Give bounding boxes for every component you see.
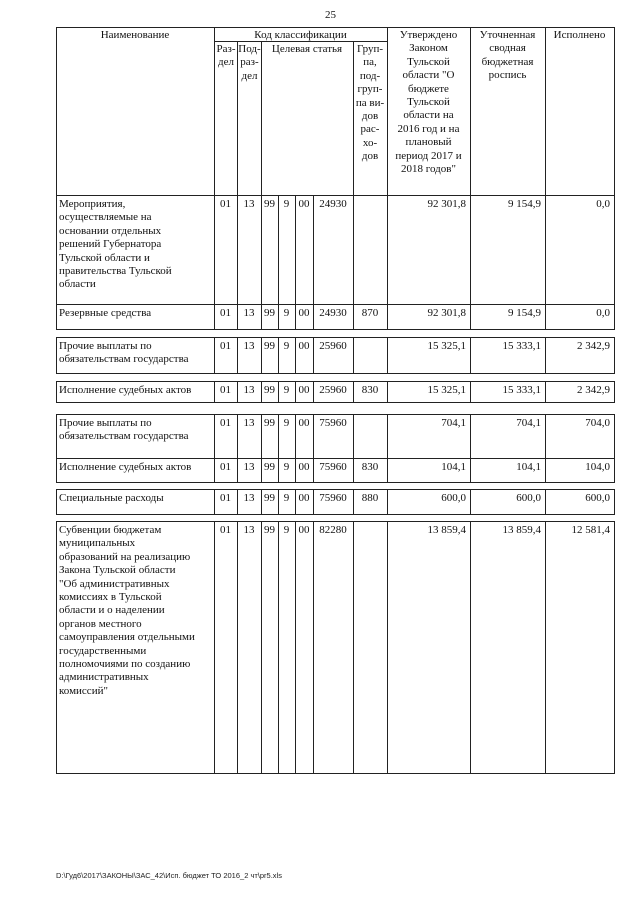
- row-t1: 99: [264, 492, 275, 504]
- row-col-line: [295, 521, 296, 773]
- header-refined: Уточненная сводная бюджетная роспись: [479, 29, 536, 82]
- row-col-line: [614, 489, 615, 514]
- row-bottom-line: [56, 329, 615, 330]
- row-name: Мероприятия, осуществляемые на основании отдельных решений Губернатора Тульской области и правительства Тульской области: [59, 198, 172, 291]
- row-t1: 99: [264, 417, 275, 429]
- row-col-line: [56, 195, 57, 304]
- row-subsection: 13: [243, 384, 255, 396]
- header-classification: Код классификации: [254, 29, 347, 41]
- row-subsection: 13: [243, 417, 255, 429]
- row-name: Исполнение судебных актов: [59, 461, 192, 473]
- row-col-line: [470, 521, 471, 773]
- row-name: Прочие выплаты по обязательствам государства: [59, 417, 189, 443]
- row-executed: 104,0: [585, 461, 610, 473]
- row-executed: 600,0: [585, 492, 610, 504]
- row-approved: 600,0: [441, 492, 466, 504]
- row-col-line: [614, 195, 615, 304]
- row-bottom-line: [56, 482, 615, 483]
- row-t1: 99: [264, 307, 275, 319]
- row-col-line: [614, 304, 615, 329]
- row-top-line: [56, 414, 615, 415]
- header-executed: Исполнено: [553, 29, 606, 41]
- row-t3: 00: [298, 417, 310, 429]
- row-name: Специальные расходы: [59, 492, 164, 504]
- row-t1: 99: [264, 524, 275, 536]
- row-t2: 9: [283, 384, 290, 396]
- header-target-article: Целевая статья: [271, 43, 343, 55]
- row-name: Субвенции бюджетам муниципальных образований на реализацию Закона Тульской области "Об административных комиссиях в Тульской области и о наделении органов местного самоуправления отдельными государственными полномочиями по созданию административных комиссий": [59, 524, 195, 697]
- row-approved: 704,1: [441, 417, 466, 429]
- row-name: Резервные средства: [59, 307, 152, 319]
- row-t2: 9: [283, 524, 290, 536]
- row-t4: 82280: [319, 524, 347, 536]
- row-col-line: [313, 521, 314, 773]
- row-section: 01: [220, 384, 231, 396]
- row-col-line: [387, 521, 388, 773]
- row-t3: 00: [298, 307, 310, 319]
- row-section: 01: [220, 524, 231, 536]
- header-approved: Утверждено Законом Тульской области "О бюджете Тульской области на 2016 год и на плановый период 2017 и 2018 годов": [395, 29, 462, 176]
- row-refined: 600,0: [516, 492, 541, 504]
- row-col-line: [261, 521, 262, 773]
- row-col-line: [545, 521, 546, 773]
- row-top-line: [56, 521, 615, 522]
- header-section: Раз- дел: [216, 43, 236, 69]
- header-col-line: [614, 27, 615, 195]
- row-t1: 99: [264, 340, 275, 352]
- row-approved: 92 301,8: [427, 307, 466, 319]
- row-t2: 9: [283, 198, 290, 210]
- row-name: Исполнение судебных актов: [59, 384, 192, 396]
- row-subsection: 13: [243, 340, 255, 352]
- header-expense-group: Груп- па, под- груп- па ви- дов рас- хо- дов: [355, 43, 385, 163]
- row-col-line: [237, 521, 238, 773]
- row-t2: 9: [283, 307, 290, 319]
- row-t4: 24930: [319, 307, 347, 319]
- row-refined: 9 154,9: [508, 198, 541, 210]
- row-col-line: [614, 381, 615, 402]
- row-group: 880: [361, 492, 379, 504]
- row-bottom-line: [56, 373, 615, 374]
- header-top-line: [56, 27, 615, 28]
- row-approved: 104,1: [441, 461, 466, 473]
- row-t3: 00: [298, 198, 310, 210]
- row-refined: 9 154,9: [508, 307, 541, 319]
- row-refined: 104,1: [516, 461, 541, 473]
- row-top-line: [56, 337, 615, 338]
- row-executed: 0,0: [596, 198, 610, 210]
- row-t3: 00: [298, 461, 310, 473]
- row-refined: 15 333,1: [502, 340, 541, 352]
- row-t4: 75960: [319, 492, 347, 504]
- row-section: 01: [220, 461, 231, 473]
- row-name: Прочие выплаты по обязательствам государства: [59, 340, 189, 366]
- row-subsection: 13: [243, 307, 255, 319]
- row-t2: 9: [283, 340, 290, 352]
- row-executed: 704,0: [585, 417, 610, 429]
- row-executed: 0,0: [596, 307, 610, 319]
- row-col-line: [353, 521, 354, 773]
- row-t3: 00: [298, 524, 310, 536]
- row-group: 830: [361, 384, 379, 396]
- header-name: Наименование: [100, 29, 170, 41]
- row-approved: 92 301,8: [427, 198, 466, 210]
- row-section: 01: [220, 198, 231, 210]
- row-col-line: [353, 337, 354, 373]
- row-approved: 15 325,1: [427, 384, 466, 396]
- row-subsection: 13: [243, 461, 255, 473]
- row-executed: 2 342,9: [577, 340, 610, 352]
- row-col-line: [353, 414, 354, 458]
- row-section: 01: [220, 307, 231, 319]
- row-bottom-line: [56, 773, 615, 774]
- row-col-line: [614, 458, 615, 482]
- row-group: 870: [361, 307, 379, 319]
- row-t4: 25960: [319, 340, 347, 352]
- row-col-line: [278, 521, 279, 773]
- page-number: 25: [325, 9, 336, 21]
- row-t2: 9: [283, 417, 290, 429]
- row-t2: 9: [283, 461, 290, 473]
- row-subsection: 13: [243, 524, 255, 536]
- row-subsection: 13: [243, 198, 255, 210]
- header-col-line: [56, 27, 57, 195]
- row-top-line: [56, 381, 615, 382]
- row-section: 01: [220, 417, 231, 429]
- row-col-line: [56, 521, 57, 773]
- row-t4: 25960: [319, 384, 347, 396]
- row-col-line: [56, 414, 57, 458]
- row-approved: 15 325,1: [427, 340, 466, 352]
- row-col-line: [56, 304, 57, 329]
- row-col-line: [353, 195, 354, 304]
- header-bottom-line: [56, 195, 615, 196]
- row-refined: 13 859,4: [502, 524, 541, 536]
- row-section: 01: [220, 340, 231, 352]
- row-col-line: [614, 337, 615, 373]
- row-top-line: [56, 489, 615, 490]
- header-sub-col-line: [261, 41, 262, 195]
- row-subsection: 13: [243, 492, 255, 504]
- row-t1: 99: [264, 198, 275, 210]
- row-refined: 704,1: [516, 417, 541, 429]
- row-col-line: [56, 458, 57, 482]
- row-section: 01: [220, 492, 231, 504]
- row-top-line: [56, 304, 615, 305]
- row-t3: 00: [298, 492, 310, 504]
- row-t4: 75960: [319, 461, 347, 473]
- row-t3: 00: [298, 384, 310, 396]
- row-t4: 75960: [319, 417, 347, 429]
- row-executed: 2 342,9: [577, 384, 610, 396]
- row-executed: 12 581,4: [571, 524, 610, 536]
- row-t3: 00: [298, 340, 310, 352]
- row-t1: 99: [264, 461, 275, 473]
- row-group: 830: [361, 461, 379, 473]
- row-col-line: [214, 521, 215, 773]
- row-refined: 15 333,1: [502, 384, 541, 396]
- row-bottom-line: [56, 402, 615, 403]
- header-col-line: [545, 27, 546, 195]
- row-t4: 24930: [319, 198, 347, 210]
- row-top-line: [56, 458, 615, 459]
- row-approved: 13 859,4: [427, 524, 466, 536]
- file-path-footer: D:\Гуд6\2017\ЗАКОНЫ\ЗАС_42\Исп. бюджет ТО 2016_2 чт\pr5.xls: [56, 871, 282, 880]
- row-bottom-line: [56, 514, 615, 515]
- header-subsection: Под- раз- дел: [238, 43, 261, 82]
- row-col-line: [614, 414, 615, 458]
- row-col-line: [56, 337, 57, 373]
- row-t1: 99: [264, 384, 275, 396]
- row-col-line: [614, 521, 615, 773]
- row-col-line: [56, 489, 57, 514]
- row-col-line: [56, 381, 57, 402]
- row-t2: 9: [283, 492, 290, 504]
